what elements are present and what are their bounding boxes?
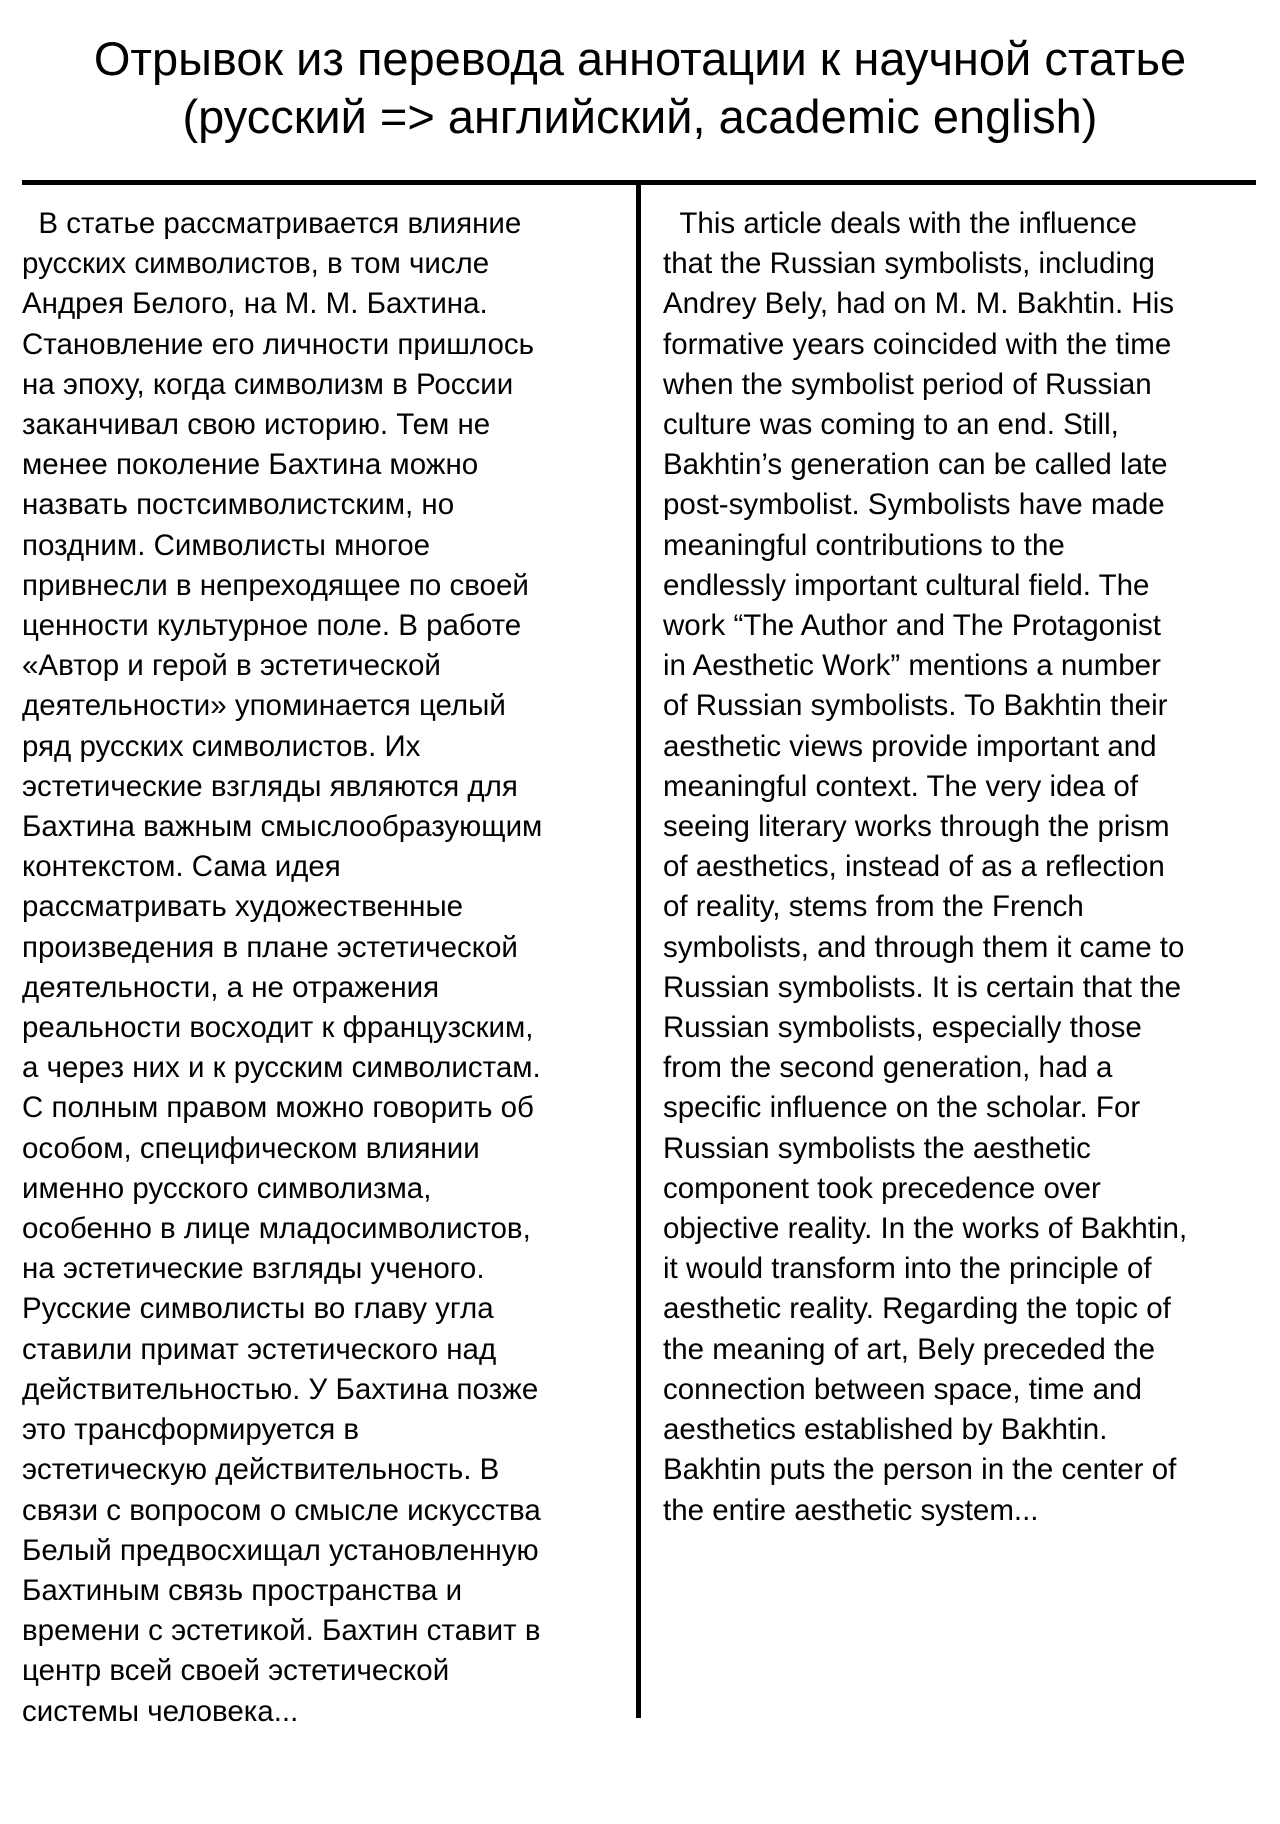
english-text-line: seeing literary works through the prism: [663, 810, 1170, 844]
english-text-line: meaningful contributions to the: [663, 528, 1065, 562]
english-text-line: when the symbolist period of Russian: [663, 367, 1152, 401]
english-text-line: the entire aesthetic system...: [663, 1493, 1039, 1527]
english-text-line: This article deals with the influence: [663, 207, 1137, 240]
russian-text-line: русских символистов, в том числе: [22, 247, 490, 281]
russian-text-line: «Автор и герой в эстетической: [22, 649, 441, 683]
russian-text-line: Русские символисты во главу угла: [22, 1292, 494, 1326]
english-text-line: Bakhtin’s generation can be called late: [663, 448, 1168, 482]
russian-text-line: поздним. Символисты многое: [22, 528, 431, 562]
russian-text-line: а через них и к русским символистам.: [22, 1051, 541, 1085]
russian-text-line: Бахтиным связь пространства и: [22, 1573, 463, 1607]
english-text-line: from the second generation, had a: [663, 1051, 1113, 1085]
russian-text-line: менее поколение Бахтина можно: [22, 448, 479, 482]
russian-text-line: Андрея Белого, на М. М. Бахтина.: [22, 287, 488, 321]
english-text-line: specific influence on the scholar. For: [663, 1091, 1141, 1125]
russian-text-line: назвать постсимволистским, но: [22, 488, 455, 522]
english-text-line: that the Russian symbolists, including: [663, 247, 1155, 281]
english-text-line: it would transform into the principle of: [663, 1252, 1152, 1286]
title-line-2: (русский => английский, academic english): [182, 90, 1098, 143]
english-text-line: aesthetics established by Bakhtin.: [663, 1413, 1108, 1447]
russian-text-line: на эпоху, когда символизм в России: [22, 367, 514, 401]
english-text-line: Russian symbolists. It is certain that the: [663, 970, 1182, 1004]
english-column: [663, 204, 1263, 1531]
english-text-line: objective reality. In the works of Bakhtin,: [663, 1212, 1188, 1246]
column-divider: [636, 180, 641, 1718]
russian-text-line: особенно в лице младосимволистов,: [22, 1212, 531, 1246]
english-text-line: Russian symbolists, especially those: [663, 1011, 1142, 1045]
russian-text-line: особом, специфическом влиянии: [22, 1131, 480, 1165]
english-text-line: work “The Author and The Protagonist: [663, 609, 1161, 643]
page-title: [0, 30, 1280, 146]
russian-text-line: ценности культурное поле. В работе: [22, 609, 522, 643]
english-text-line: of Russian symbolists. To Bakhtin their: [663, 689, 1168, 723]
russian-text-line: эстетическую действительность. В: [22, 1453, 500, 1487]
english-text-line: Bakhtin puts the person in the center of: [663, 1453, 1177, 1487]
russian-text-line: привнесли в непреходящее по своей: [22, 568, 529, 602]
russian-text-line: рассматривать художественные: [22, 890, 464, 924]
russian-text-line: центр всей своей эстетической: [22, 1654, 450, 1688]
english-text-line: component took precedence over: [663, 1171, 1101, 1205]
english-text-line: connection between space, time and: [663, 1372, 1142, 1406]
english-text-line: aesthetic views provide important and: [663, 729, 1157, 763]
english-text-line: the meaning of art, Bely preceded the: [663, 1332, 1155, 1366]
russian-text-line: Становление его личности пришлось: [22, 327, 534, 361]
russian-column: [22, 204, 622, 1732]
russian-text-line: действительностью. У Бахтина позже: [22, 1372, 539, 1406]
english-text-line: in Aesthetic Work” mentions a number: [663, 649, 1161, 683]
russian-text-line: системы человека...: [22, 1694, 299, 1728]
russian-text-line: деятельности, а не отражения: [22, 970, 440, 1004]
russian-text-line: это трансформируется в: [22, 1413, 360, 1447]
russian-text-line: С полным правом можно говорить об: [22, 1091, 534, 1125]
english-text-line: Russian symbolists the aesthetic: [663, 1131, 1091, 1165]
english-text-line: aesthetic reality. Regarding the topic of: [663, 1292, 1171, 1326]
english-text-line: Andrey Bely, had on M. M. Bakhtin. His: [663, 287, 1175, 321]
russian-text-line: Бахтина важным смыслообразующим: [22, 810, 543, 844]
russian-text-line: на эстетические взгляды ученого.: [22, 1252, 485, 1286]
english-text-line: post-symbolist. Symbolists have made: [663, 488, 1165, 522]
english-text-line: endlessly important cultural field. The: [663, 568, 1150, 602]
english-text-line: meaningful context. The very idea of: [663, 769, 1139, 803]
russian-text-line: Белый предвосхищал установленную: [22, 1533, 539, 1567]
english-text-line: of aesthetics, instead of as a reflection: [663, 850, 1165, 884]
english-text-line: formative years coincided with the time: [663, 327, 1172, 361]
english-text-line: culture was coming to an end. Still,: [663, 408, 1119, 442]
russian-text-line: В статье рассматривается влияние: [22, 207, 522, 240]
russian-text-line: контекстом. Сама идея: [22, 850, 341, 884]
english-text-line: of reality, stems from the French: [663, 890, 1084, 924]
english-text-line: symbolists, and through them it came to: [663, 930, 1185, 964]
russian-text-line: заканчивал свою историю. Тем не: [22, 408, 491, 442]
russian-text-line: времени с эстетикой. Бахтин ставит в: [22, 1614, 541, 1648]
russian-text-line: эстетические взгляды являются для: [22, 769, 518, 803]
russian-text-line: ряд русских символистов. Их: [22, 729, 421, 763]
russian-text-line: именно русского символизма,: [22, 1171, 432, 1205]
russian-text-line: связи с вопросом о смысле искусства: [22, 1493, 541, 1527]
russian-text-line: реальности восходит к французским,: [22, 1011, 534, 1045]
russian-text-line: деятельности» упоминается целый: [22, 689, 506, 723]
russian-text-line: ставили примат эстетического над: [22, 1332, 497, 1366]
russian-text-line: произведения в плане эстетической: [22, 930, 518, 964]
title-line-1: Отрывок из перевода аннотации к научной статье: [93, 32, 1187, 85]
